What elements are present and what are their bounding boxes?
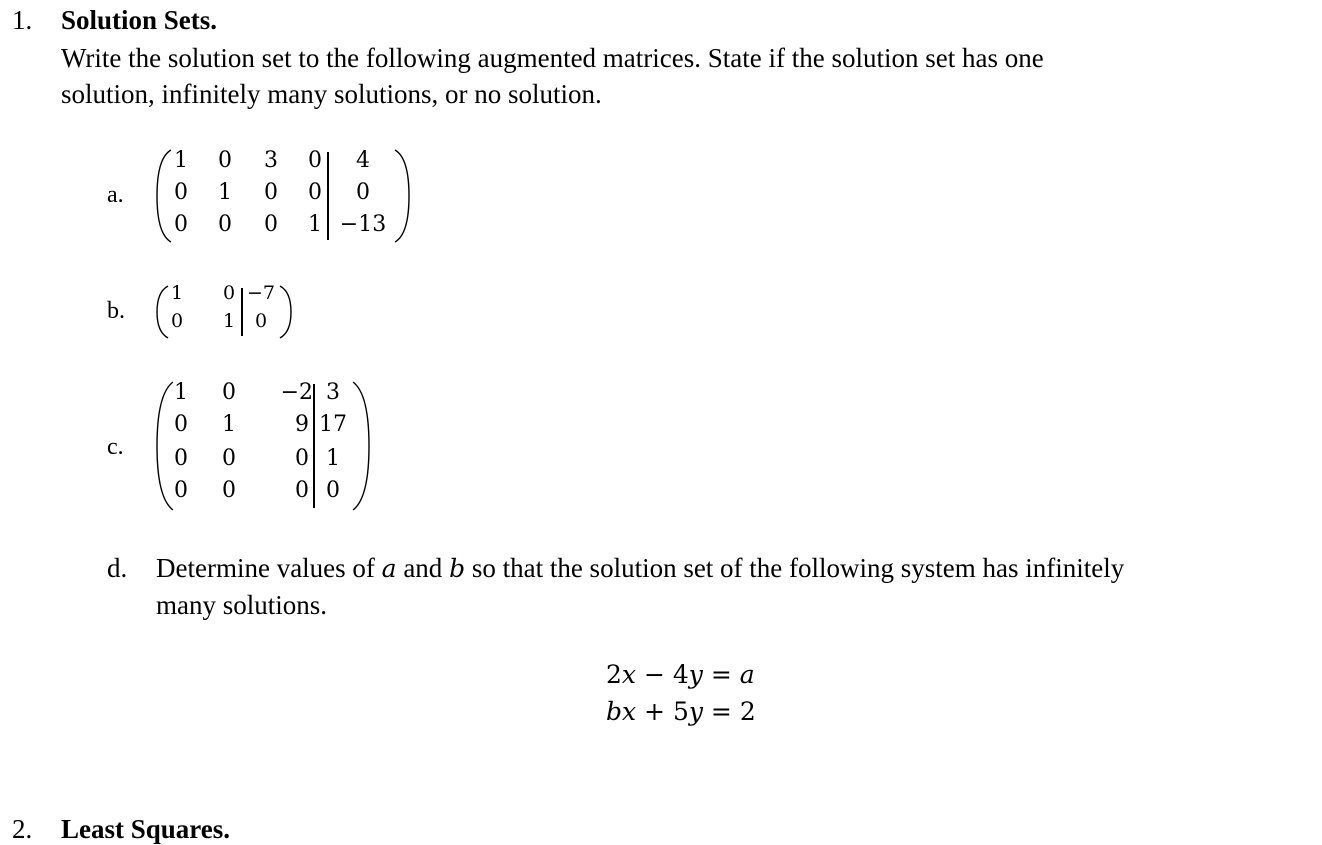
matrix-a [155,148,415,244]
matrix-c-cell: 1 [326,446,340,471]
matrix-c-cell: 0 [326,478,340,503]
matrix-b-cell: 0 [222,282,236,304]
part-b-label: b. [107,298,125,324]
matrix-b-cell: 0 [170,310,184,332]
part-d-text-line-2: many solutions. [156,590,328,620]
matrix-a-augment-bar [327,152,329,240]
section-1-title: Solution Sets. [61,5,218,35]
matrix-a-cell: 0 [218,148,232,173]
matrix-a-cell: 0 [356,180,370,205]
matrix-b-right-paren [277,284,293,340]
matrix-c-augment-bar [313,384,315,508]
matrix-b-cell: 1 [222,310,236,332]
part-a-label: a. [107,182,124,208]
matrix-c-cell: 0 [174,446,188,471]
matrix-c-cell: 0 [174,478,188,503]
matrix-a-cell: 1 [308,212,322,237]
section-1-number: 1. [12,5,33,35]
matrix-a-cell: 1 [174,148,188,173]
matrix-a-cell: 0 [308,180,322,205]
matrix-a-cell: 0 [308,148,322,173]
part-d-text-after-b: so that the solution set of the following system has infinitely [465,553,1125,583]
matrix-b-cell: 0 [254,310,268,332]
matrix-c-right-paren [349,380,371,512]
matrix-a-cell: −13 [339,212,387,237]
section-2-number: 2. [12,814,33,844]
matrix-b-cell: 1 [170,282,184,304]
part-d-text-before-a: Determine values of [156,553,382,583]
instructions-line-2: solution, infinitely many solutions, or no solution. [61,79,602,109]
matrix-c-cell: 0 [295,446,309,471]
section-2-title: Least Squares. [61,814,231,844]
part-d-text-and: and [396,553,450,583]
matrix-c-cell: 0 [174,412,188,437]
matrix-c-cell: 3 [326,380,340,405]
matrix-a-cell: 0 [174,180,188,205]
system-equation-1: 2𝑥 − 4𝑦 = 𝑎 [606,660,755,689]
matrix-c-cell: 0 [222,380,236,405]
matrix-c-cell: 17 [319,412,347,437]
matrix-b-cell: −7 [246,282,275,304]
instructions-line-1: Write the solution set to the following augmented matrices. State if the solution set has one [61,43,1044,73]
matrix-c-cell: −2 [280,380,313,405]
matrix-a-cell: 0 [264,180,278,205]
matrix-a-cell: 0 [174,212,188,237]
matrix-a-cell: 4 [356,148,370,173]
matrix-a-cell: 3 [264,148,278,173]
matrix-a-cell: 1 [218,180,232,205]
variable-b: b [449,554,466,583]
part-d-text-line-1 [156,550,1124,587]
matrix-c-cell: 9 [295,412,309,437]
system-equation-2: 𝑏𝑥 + 5𝑦 = 2 [606,697,756,726]
matrix-a-right-paren [391,148,411,244]
part-d-label: d. [107,553,128,583]
matrix-c-cell: 0 [222,478,236,503]
matrix-c-cell: 0 [295,478,309,503]
matrix-c-cell: 1 [174,380,188,405]
matrix-c-cell: 1 [222,412,236,437]
variable-a: a [381,554,397,583]
matrix-a-cell: 0 [264,212,278,237]
matrix-b [155,284,295,340]
matrix-a-cell: 0 [218,212,232,237]
matrix-c-cell: 0 [222,446,236,471]
matrix-c [155,380,375,512]
part-c-label: c. [107,434,124,460]
